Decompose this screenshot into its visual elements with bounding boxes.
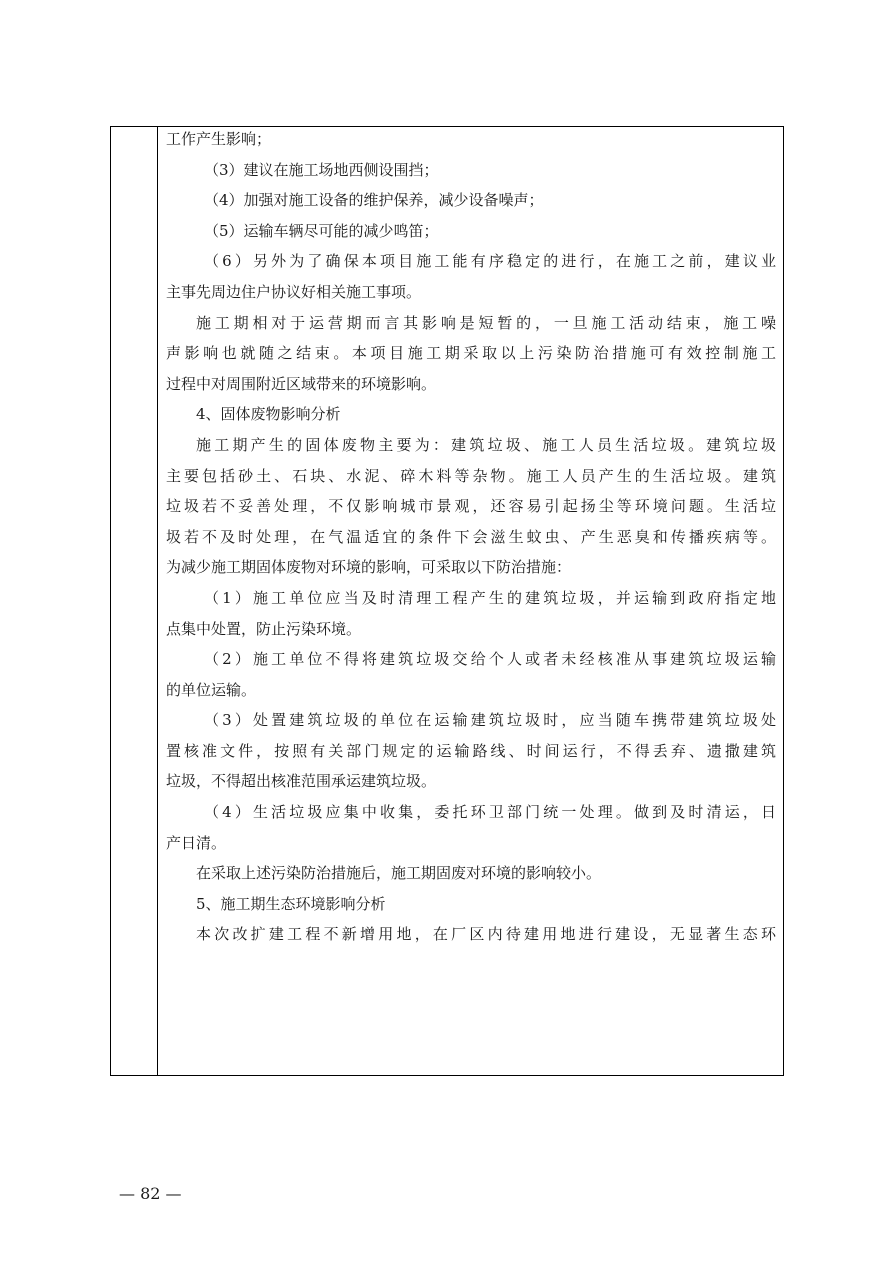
text-line: 主事先周边住户协议好相关施工事项。 (166, 282, 422, 301)
text-line: 声影响也就随之结束。本项目施工期采取以上污染防治措施可有效控制施工 (166, 344, 776, 363)
text-line: （4）生活垃圾应集中收集，委托环卫部门统一处理。做到及时清运，日 (204, 803, 776, 822)
text-line: （2）施工单位不得将建筑垃圾交给个人或者未经核准从事建筑垃圾运输 (204, 650, 776, 669)
text-line: （6）另外为了确保本项目施工能有序稳定的进行，在施工之前，建议业 (204, 252, 776, 271)
text-line: 的单位运输。 (166, 680, 257, 699)
text-line: （5）运输车辆尽可能的减少鸣笛； (204, 221, 439, 240)
text-line: （1）施工单位应当及时清理工程产生的建筑垃圾，并运输到政府指定地 (204, 588, 776, 607)
text-line: 垃圾若不妥善处理，不仅影响城市景观，还容易引起扬尘等环境问题。生活垃 (166, 497, 776, 516)
text-line: （3）处置建筑垃圾的单位在运输建筑垃圾时，应当随车携带建筑垃圾处 (204, 711, 776, 730)
table-left-column (111, 127, 158, 1075)
text-line: 工作产生影响； (166, 130, 272, 148)
text-line: 在采取上述污染防治措施后，施工期固废对环境的影响较小。 (196, 864, 602, 883)
section-heading: 5、施工期生态环境影响分析 (196, 894, 386, 913)
text-line: 垃圾，不得超出核准范围承运建筑垃圾。 (166, 772, 437, 791)
content-table (110, 126, 784, 1076)
section-heading: 4、固体废物影响分析 (196, 405, 341, 424)
text-line: 本次改扩建工程不新增用地，在厂区内待建用地进行建设，无显著生态环 (196, 925, 776, 944)
text-line: （4）加强对施工设备的维护保养，减少设备噪声； (204, 191, 544, 210)
text-line: 点集中处置，防止污染环境。 (166, 619, 362, 638)
text-line: 施工期相对于运营期而言其影响是短暂的，一旦施工活动结束，施工噪 (196, 313, 776, 332)
text-line: 置核准文件，按照有关部门规定的运输路线、时间运行，不得丢弃、遗撒建筑 (166, 741, 776, 760)
text-line: 圾若不及时处理，在气温适宜的条件下会滋生蚊虫、产生恶臭和传播疾病等。 (166, 527, 776, 546)
text-line: （3）建议在施工场地西侧设围挡； (204, 160, 439, 179)
text-line: 过程中对周围附近区域带来的环境影响。 (166, 374, 437, 393)
text-line: 主要包括砂土、石块、水泥、碎木料等杂物。施工人员产生的生活垃圾。建筑 (166, 466, 776, 485)
table-content-cell (166, 127, 776, 950)
text-line: 为减少施工期固体废物对环境的影响，可采取以下防治措施： (166, 558, 572, 577)
text-line: 施工期产生的固体废物主要为：建筑垃圾、施工人员生活垃圾。建筑垃圾 (196, 435, 776, 454)
page-number: — 82 — (119, 1184, 182, 1203)
text-line: 产日清。 (166, 833, 227, 852)
